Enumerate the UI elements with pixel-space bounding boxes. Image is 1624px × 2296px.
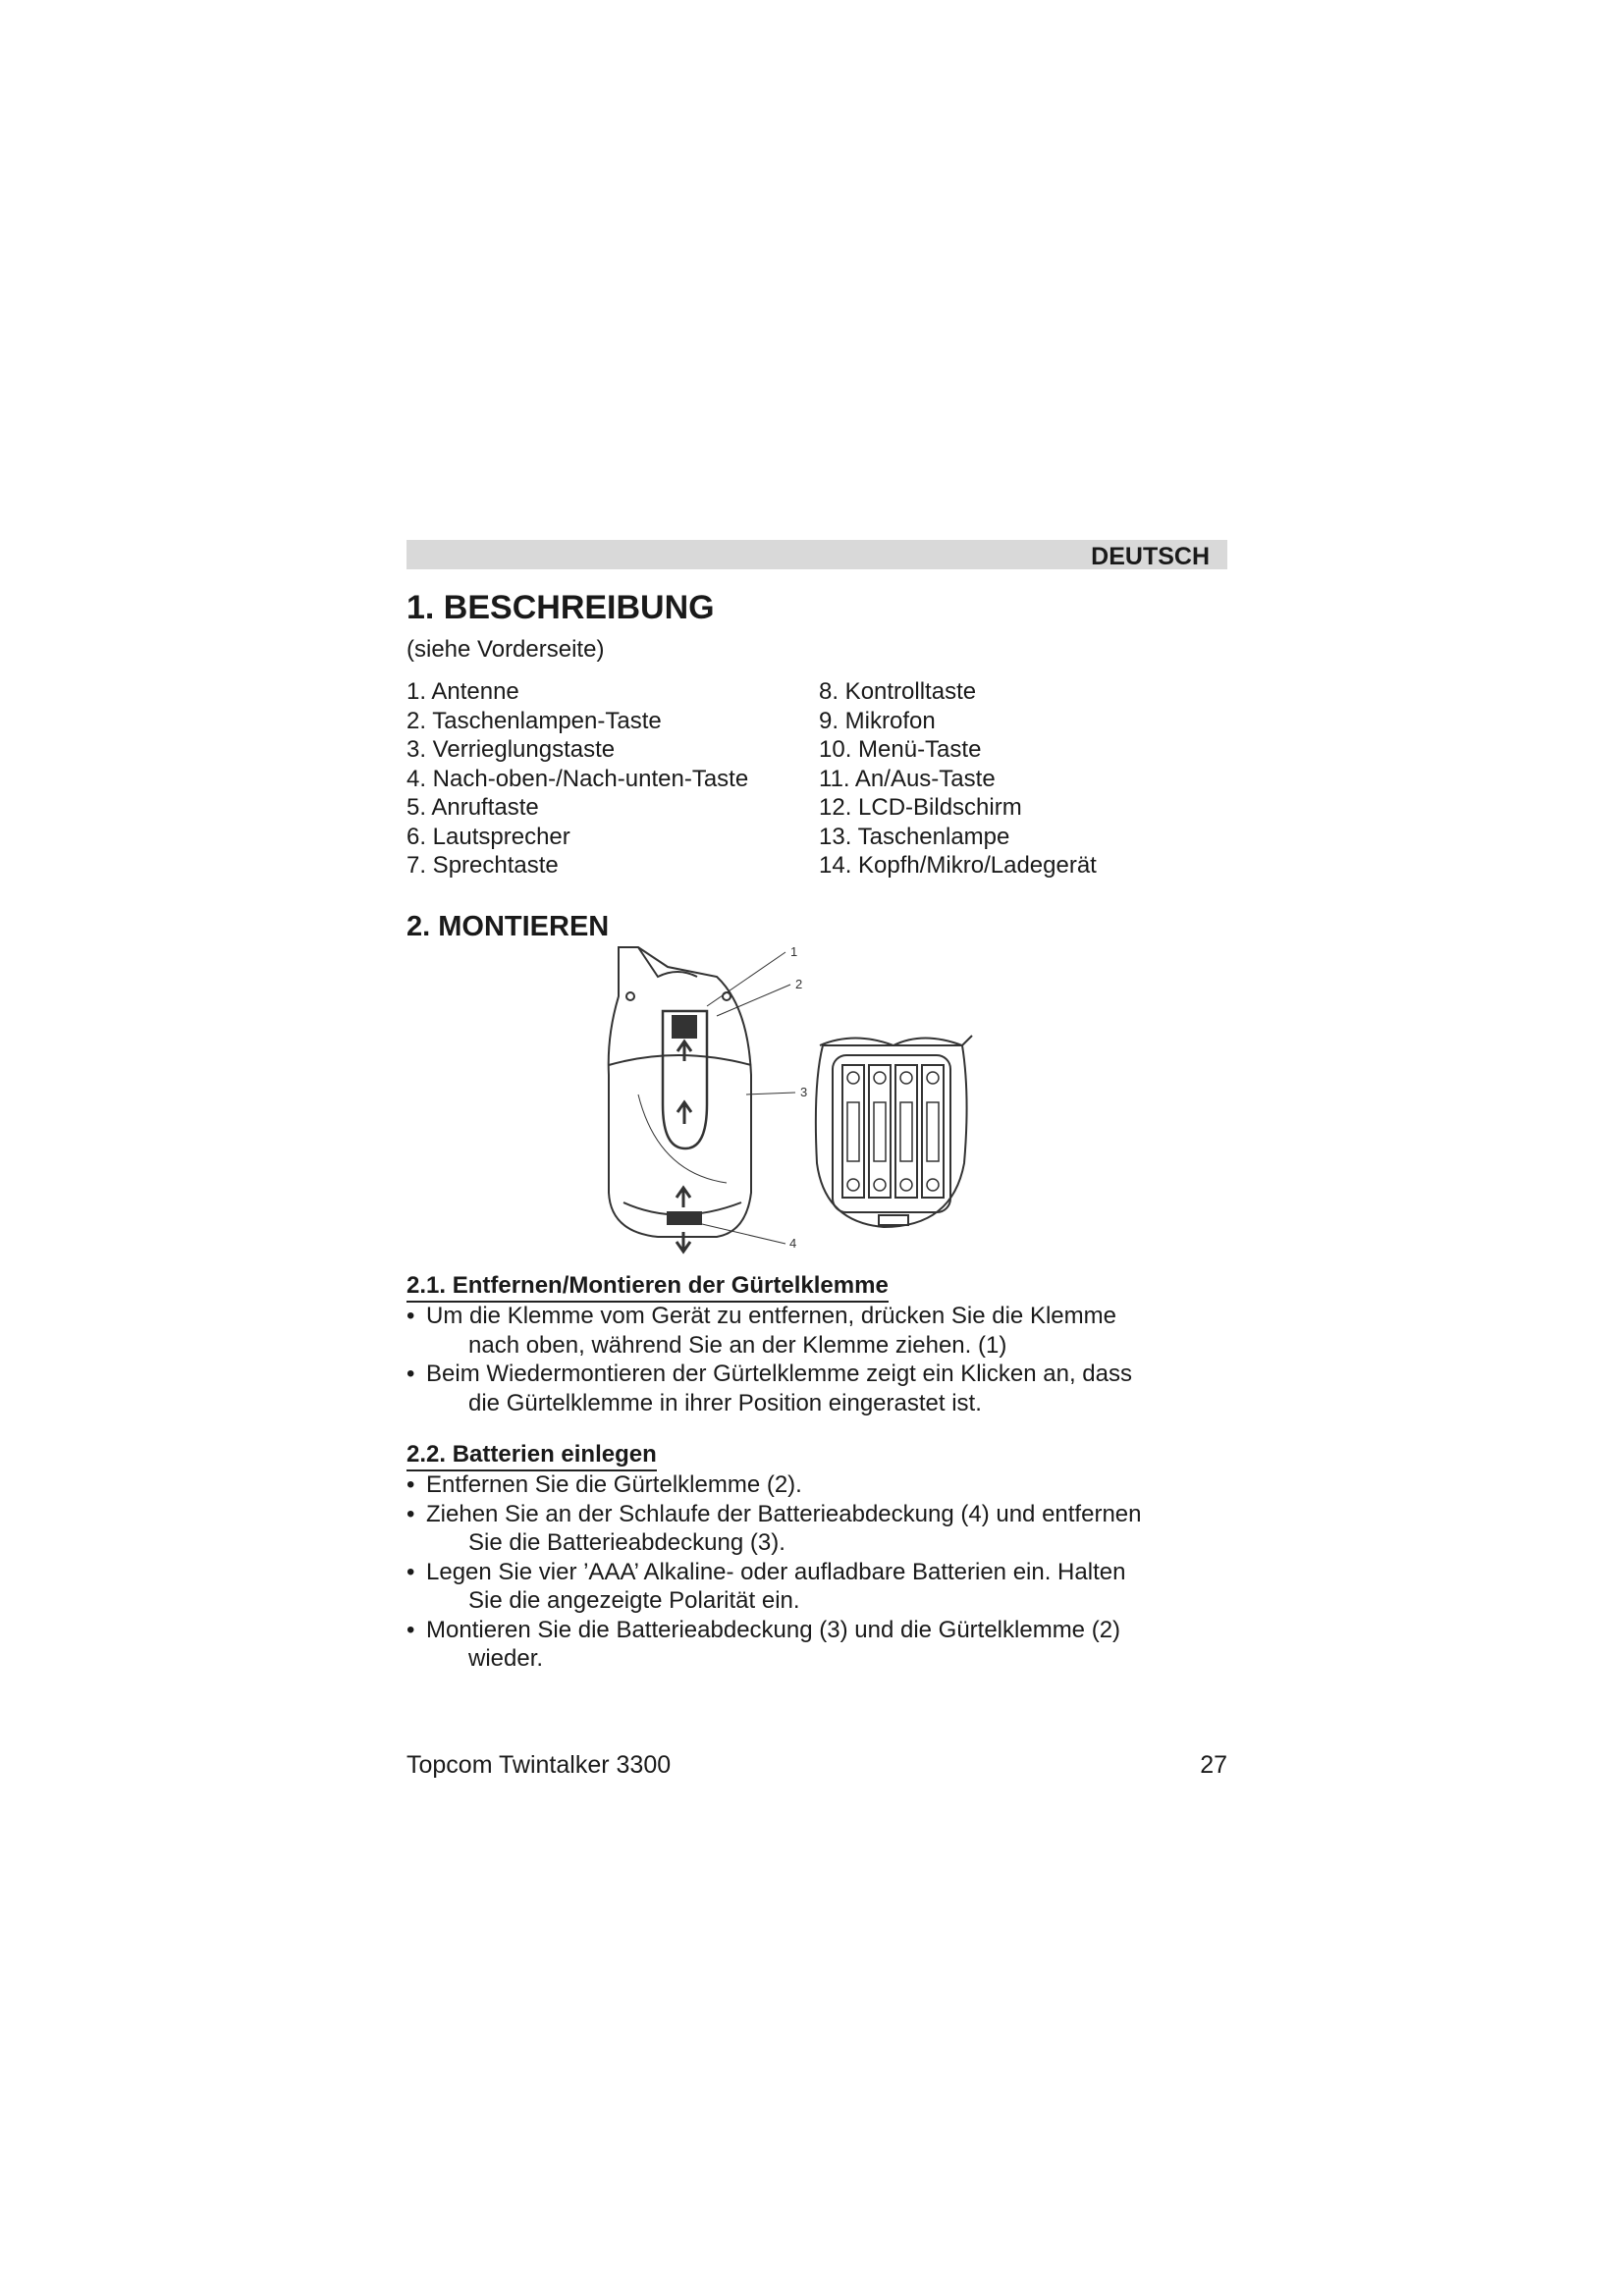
polarity-plus-icon <box>927 1072 939 1084</box>
polarity-plus-icon <box>847 1072 859 1084</box>
bullet-icon: • <box>406 1500 415 1527</box>
polarity-minus-icon <box>900 1179 912 1191</box>
list-item: 1. Antenne <box>406 678 519 705</box>
battery-slot <box>869 1065 891 1198</box>
polarity-minus-icon <box>847 1179 859 1191</box>
polarity-minus-icon <box>874 1179 886 1191</box>
list-item: • Um die Klemme vom Gerät zu entfernen, drücken Sie die Klemme nach oben, während Sie an der Klemme ziehen. (1) <box>406 1303 1116 1359</box>
battery-slot <box>895 1065 917 1198</box>
list-item: 13. Taschenlampe <box>819 823 1010 850</box>
callout-line <box>702 1224 785 1244</box>
list-item: 12. LCD-Bildschirm <box>819 794 1022 821</box>
callout-number: 2 <box>795 977 803 991</box>
polarity-plus-icon <box>900 1072 912 1084</box>
bullet-icon: • <box>406 1361 415 1387</box>
bullet-list-batterien <box>406 1470 1212 1674</box>
arrow-up-icon <box>677 1188 690 1207</box>
language-label: DEUTSCH <box>1091 543 1210 570</box>
device-assembly-figure <box>599 937 992 1256</box>
list-item: • Montieren Sie die Batterieabdeckung (3) und die Gürtelklemme (2) wieder. <box>406 1616 1121 1672</box>
list-item: 2. Taschenlampen-Taste <box>406 707 662 734</box>
callout-number: 1 <box>790 944 798 959</box>
list-item: • Beim Wiedermontieren der Gürtelklemme zeigt ein Klicken an, dass die Gürtelklemme in ihrer Position eingerastet ist. <box>406 1361 1132 1416</box>
list-item: • Legen Sie vier ’AAA’ Alkaline- oder aufladbare Batterien ein. Halten Sie die angezeigte Polarität ein. <box>406 1558 1126 1614</box>
callout-number: 4 <box>789 1236 797 1251</box>
callout-line <box>746 1093 795 1095</box>
section-title-beschreibung: 1. BESCHREIBUNG <box>406 589 715 626</box>
language-header-bar <box>406 540 1227 569</box>
screw-icon <box>723 992 731 1000</box>
section-title-montieren: 2. MONTIEREN <box>406 911 610 942</box>
clip-latch <box>673 1016 696 1038</box>
list-item: 7. Sprechtaste <box>406 852 559 879</box>
footer-product-name: Topcom Twintalker 3300 <box>406 1751 672 1779</box>
parts-list-left <box>406 677 748 881</box>
cover-tab <box>668 1212 701 1224</box>
screw-icon <box>626 992 634 1000</box>
battery-contact <box>847 1102 859 1161</box>
battery-contact <box>874 1102 886 1161</box>
footer-page-number: 27 <box>1200 1751 1227 1779</box>
section-subtitle: (siehe Vorderseite) <box>406 636 605 663</box>
polarity-plus-icon <box>874 1072 886 1084</box>
callout-number: 3 <box>800 1085 808 1099</box>
battery-slot <box>842 1065 864 1198</box>
arrow-up-icon <box>677 1102 691 1124</box>
bullet-icon: • <box>406 1471 415 1498</box>
device-top-edge <box>820 1036 972 1045</box>
bullet-icon: • <box>406 1616 415 1643</box>
list-item: 9. Mikrofon <box>819 707 936 734</box>
bullet-icon: • <box>406 1558 415 1585</box>
battery-cover-line <box>638 1095 727 1183</box>
subsection-title-guertelklemme: 2.1. Entfernen/Montieren der Gürtelklemme <box>406 1272 889 1303</box>
list-item: 14. Kopfh/Mikro/Ladegerät <box>819 852 1097 879</box>
list-item: 10. Menü-Taste <box>819 736 982 763</box>
bullet-icon: • <box>406 1303 415 1329</box>
cover-edge <box>609 1055 751 1065</box>
arrow-down-icon <box>677 1232 690 1252</box>
parts-list-right <box>819 677 1097 881</box>
arrow-down-icon <box>677 1041 691 1061</box>
list-item: • Ziehen Sie an der Schlaufe der Batterieabdeckung (4) und entfernen Sie die Batterieabdeckung (3). <box>406 1500 1142 1556</box>
list-item: 6. Lautsprecher <box>406 823 570 850</box>
walkie-talkie-illustration <box>599 937 992 1256</box>
list-item: • Entfernen Sie die Gürtelklemme (2). <box>406 1471 802 1498</box>
cover-latch <box>879 1215 908 1225</box>
battery-contact <box>927 1102 939 1161</box>
battery-contact <box>900 1102 912 1161</box>
bullet-list-guertelklemme <box>406 1302 1212 1417</box>
list-item: 4. Nach-oben-/Nach-unten-Taste <box>406 765 749 792</box>
list-item: 5. Anruftaste <box>406 794 539 821</box>
list-item: 11. An/Aus-Taste <box>819 765 996 792</box>
antenna-base <box>638 947 697 977</box>
polarity-minus-icon <box>927 1179 939 1191</box>
subsection-title-batterien: 2.2. Batterien einlegen <box>406 1441 657 1471</box>
list-item: 8. Kontrolltaste <box>819 678 977 705</box>
battery-slot <box>922 1065 944 1198</box>
list-item: 3. Verrieglungstaste <box>406 736 616 763</box>
